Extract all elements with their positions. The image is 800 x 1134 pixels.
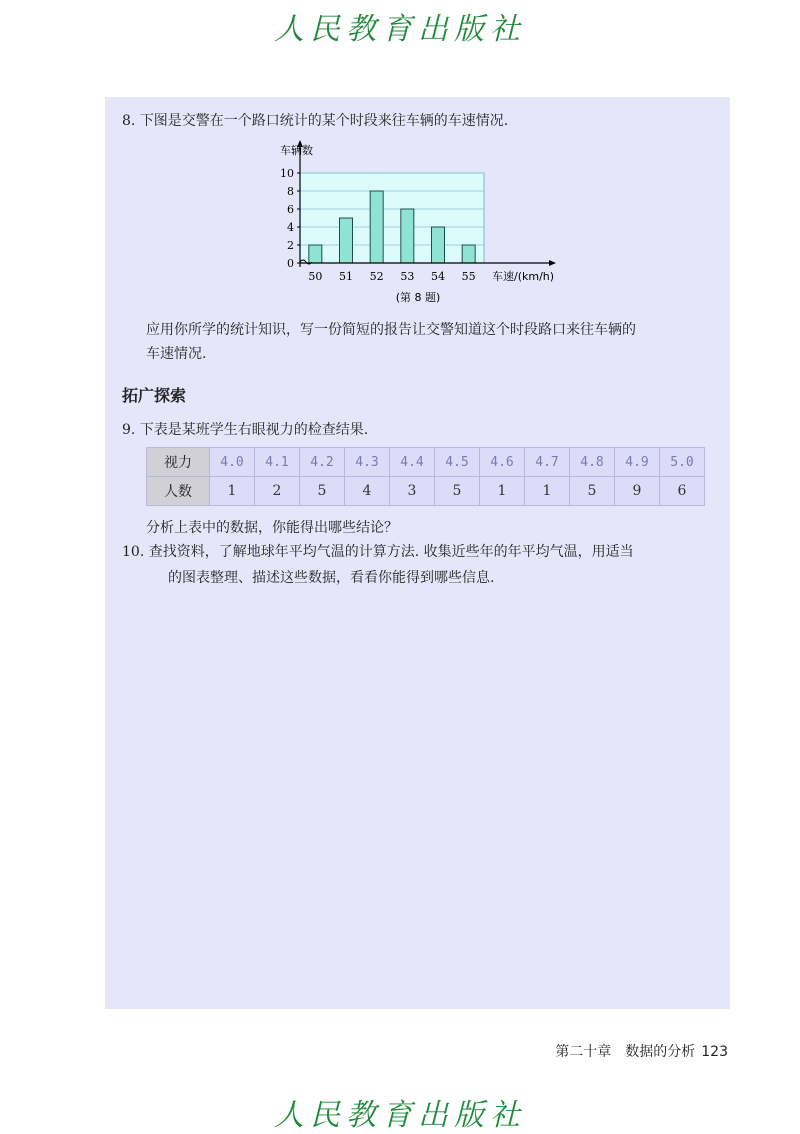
y-tick-label: 6 xyxy=(287,203,294,216)
question-10-number: 10. xyxy=(122,544,145,560)
vehicle-speed-bar-chart xyxy=(270,137,590,307)
plot-area xyxy=(300,173,484,263)
vision-value-cell: 5.0 xyxy=(660,448,705,477)
question-9-number: 9. xyxy=(122,422,136,438)
count-value-cell: 6 xyxy=(660,477,705,506)
question-8-number: 8. xyxy=(122,113,136,129)
bar xyxy=(462,245,475,263)
vision-value-cell: 4.0 xyxy=(210,448,255,477)
count-value-cell: 3 xyxy=(390,477,435,506)
question-8-text: 下图是交警在一个路口统计的某个时段来往车辆的车速情况. xyxy=(139,113,509,129)
count-value-cell: 4 xyxy=(345,477,390,506)
count-value-cell: 9 xyxy=(615,477,660,506)
count-value-cell: 5 xyxy=(570,477,615,506)
count-value-cell: 1 xyxy=(525,477,570,506)
vision-value-cell: 4.4 xyxy=(390,448,435,477)
vision-table xyxy=(146,447,705,506)
x-axis-title: 车速/(km/h) xyxy=(492,270,555,283)
question-9 xyxy=(122,420,368,440)
x-tick-label: 53 xyxy=(400,270,415,283)
y-axis-title: 车辆数 xyxy=(280,144,313,157)
x-tick-label: 54 xyxy=(431,270,445,283)
vision-value-cell: 4.7 xyxy=(525,448,570,477)
count-row-label: 人数 xyxy=(147,477,210,506)
y-tick-label: 4 xyxy=(287,221,294,234)
vision-value-cell: 4.9 xyxy=(615,448,660,477)
count-value-cell: 5 xyxy=(300,477,345,506)
count-value-cell: 1 xyxy=(480,477,525,506)
chapter-title: 第二十章 数据的分析 xyxy=(555,1044,696,1060)
x-tick-label: 52 xyxy=(369,270,384,283)
x-tick-label: 55 xyxy=(461,270,476,283)
y-tick-label: 0 xyxy=(287,257,294,270)
x-axis-arrow xyxy=(549,260,556,266)
question-9-text: 下表是某班学生右眼视力的检查结果. xyxy=(139,422,369,438)
bar xyxy=(432,227,445,263)
question-10 xyxy=(122,542,634,562)
question-10-line2: 的图表整理、描述这些数据，看看你能得到哪些信息. xyxy=(168,570,495,586)
publisher-logo-bottom: 人民教育出版社 xyxy=(274,1098,526,1133)
bar xyxy=(370,191,383,263)
question-10-line1: 查找资料，了解地球年平均气温的计算方法. 收集近些年的年平均气温，用适当 xyxy=(148,544,634,560)
vision-value-cell: 4.1 xyxy=(255,448,300,477)
count-row xyxy=(147,477,705,506)
vision-value-cell: 4.3 xyxy=(345,448,390,477)
y-tick-label: 8 xyxy=(287,185,294,198)
y-tick-label: 10 xyxy=(280,167,294,180)
count-value-cell: 5 xyxy=(435,477,480,506)
vision-value-cell: 4.6 xyxy=(480,448,525,477)
x-tick-label: 51 xyxy=(339,270,353,283)
count-value-cell: 1 xyxy=(210,477,255,506)
x-tick-label: 50 xyxy=(308,270,323,283)
question-8 xyxy=(122,111,508,131)
bar xyxy=(401,209,414,263)
y-tick-label: 2 xyxy=(287,239,294,252)
count-value-cell: 2 xyxy=(255,477,300,506)
vision-value-cell: 4.8 xyxy=(570,448,615,477)
vision-row xyxy=(147,448,705,477)
bar xyxy=(309,245,322,263)
publisher-logo-top: 人民教育出版社 xyxy=(274,12,526,47)
question-8-followup-line1: 应用你所学的统计知识，写一份简短的报告让交警知道这个时段路口来往车辆的 xyxy=(146,322,636,338)
vision-value-cell: 4.5 xyxy=(435,448,480,477)
vision-row-label: 视力 xyxy=(147,448,210,477)
page-number: 123 xyxy=(701,1044,728,1060)
vision-value-cell: 4.2 xyxy=(300,448,345,477)
section-title: 拓广探索 xyxy=(122,386,187,405)
bar xyxy=(340,218,353,263)
chart-caption: (第 8 题) xyxy=(395,291,441,304)
question-9-followup: 分析上表中的数据，你能得出哪些结论？ xyxy=(146,520,398,536)
question-8-followup-line2: 车速情况. xyxy=(146,346,207,362)
page-footer xyxy=(555,1041,728,1061)
